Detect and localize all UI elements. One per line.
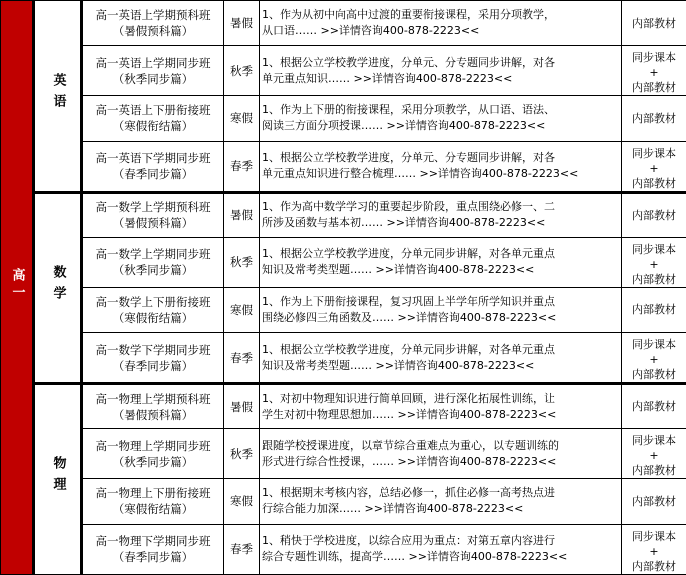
description-cell [260, 96, 622, 141]
description-line: 从口语…… >>详情咨询400-878-2223<< [262, 23, 619, 39]
course-name-line: 高一英语上学期预科班 [83, 7, 223, 23]
material-line: + [622, 352, 686, 367]
description-cell [260, 479, 622, 524]
course-name-line: 高一物理下学期同步班 [83, 533, 223, 549]
table-row [1, 333, 686, 384]
material-line: 内部教材 [622, 80, 686, 95]
description-line: 1、根据公立学校教学进度，分单元同步讲解，对各单元重点 [262, 342, 619, 358]
season-cell: 寒假 [224, 287, 260, 332]
course-name-cell [82, 479, 224, 524]
description-cell [260, 192, 622, 237]
material-line: + [622, 544, 686, 559]
course-name-line: （春季同步篇） [83, 549, 223, 565]
description-line: 1、稍快于学校进度，以综合应用为重点：对第五章内容进行 [262, 533, 619, 549]
course-name-line: 高一英语下学期同步班 [83, 150, 223, 166]
description-cell [260, 384, 622, 429]
description-cell [260, 524, 622, 574]
season-cell: 秋季 [224, 46, 260, 96]
description-line: 1、作为从初中向高中过渡的重要衔接课程，采用分项教学， [262, 7, 619, 23]
subject-label: 数学 [46, 265, 70, 307]
season-cell: 秋季 [224, 237, 260, 287]
description-line: 跟随学校授课进度，以章节综合重难点为重心，以专题训练的 [262, 438, 619, 454]
course-name-line: 高一数学上下册衔接班 [83, 294, 223, 310]
course-name-line: （暑假预科篇） [83, 407, 223, 423]
season-cell: 春季 [224, 524, 260, 574]
material-line: + [622, 65, 686, 80]
material-cell [622, 287, 686, 332]
description-line: 1、对初中物理知识进行简单回顾，进行深化拓展性训练，让 [262, 391, 619, 407]
course-name-line: 高一英语上下册衔接班 [83, 102, 223, 118]
course-name-line: （暑假预科篇） [83, 215, 223, 231]
course-name-cell [82, 237, 224, 287]
subject-cell [34, 192, 82, 384]
description-cell [260, 237, 622, 287]
material-cell [622, 333, 686, 384]
material-line: 同步课本 [622, 529, 686, 544]
subject-cell [34, 1, 82, 193]
material-cell [622, 96, 686, 141]
description-cell [260, 141, 622, 192]
course-name-line: 高一数学上学期同步班 [83, 246, 223, 262]
description-line: 1、作为上下册衔接课程，复习巩固上半学年所学知识并重点 [262, 294, 619, 310]
grade-label: 高一 [8, 268, 26, 302]
material-line: 同步课本 [622, 146, 686, 161]
description-line: 单元重点知识…… >>详情咨询400-878-2223<< [262, 71, 619, 87]
material-cell [622, 237, 686, 287]
season-cell: 春季 [224, 333, 260, 384]
course-name-line: （暑假预科篇） [83, 23, 223, 39]
table-row [1, 96, 686, 141]
season-cell: 秋季 [224, 429, 260, 479]
season-cell: 寒假 [224, 479, 260, 524]
material-cell [622, 479, 686, 524]
course-name-line: （秋季同步篇） [83, 454, 223, 470]
material-line: 内部教材 [622, 272, 686, 287]
material-line: 内部教材 [622, 16, 686, 31]
course-name-line: 高一物理上下册衔接班 [83, 485, 223, 501]
description-line: 1、作为高中数学学习的重要起步阶段，重点围绕必修一、二 [262, 199, 619, 215]
material-cell [622, 46, 686, 96]
course-name-cell [82, 287, 224, 332]
table-row [1, 192, 686, 237]
description-line: 1、根据公立学校教学进度，分单元同步讲解，对各单元重点 [262, 246, 619, 262]
description-line: 所涉及函数与基本初…… >>详情咨询400-878-2223<< [262, 215, 619, 231]
table-row [1, 46, 686, 96]
course-name-line: （春季同步篇） [83, 358, 223, 374]
material-line: + [622, 161, 686, 176]
table-row [1, 384, 686, 429]
table-row [1, 141, 686, 192]
table-row [1, 287, 686, 332]
material-line: 同步课本 [622, 242, 686, 257]
season-cell: 暑假 [224, 1, 260, 46]
course-name-line: 高一物理上学期同步班 [83, 438, 223, 454]
material-line: 同步课本 [622, 337, 686, 352]
material-cell [622, 384, 686, 429]
description-line: 行综合能力加深…… >>详情咨询400-878-2223<< [262, 501, 619, 517]
material-cell [622, 1, 686, 46]
table-row [1, 429, 686, 479]
course-name-cell [82, 192, 224, 237]
material-line: 同步课本 [622, 50, 686, 65]
material-line: 同步课本 [622, 433, 686, 448]
course-name-cell [82, 384, 224, 429]
description-line: 1、作为上下册的衔接课程，采用分项教学，从口语、语法、 [262, 102, 619, 118]
table-row [1, 1, 686, 46]
table-row [1, 524, 686, 574]
material-line: 内部教材 [622, 399, 686, 414]
material-line: 内部教材 [622, 111, 686, 126]
description-line: 形式进行综合性授课，…… >>详情咨询400-878-2223<< [262, 454, 619, 470]
course-name-cell [82, 524, 224, 574]
material-line: 内部教材 [622, 463, 686, 478]
course-name-line: 高一数学上学期预科班 [83, 199, 223, 215]
course-name-cell [82, 96, 224, 141]
course-name-cell [82, 141, 224, 192]
season-cell: 暑假 [224, 384, 260, 429]
material-cell [622, 429, 686, 479]
course-name-cell [82, 46, 224, 96]
description-line: 1、根据公立学校教学进度，分单元、分专题同步讲解，对各 [262, 150, 619, 166]
material-line: + [622, 448, 686, 463]
description-cell [260, 333, 622, 384]
description-line: 阅读三方面分项授课…… >>详情咨询400-878-2223<< [262, 118, 619, 134]
description-line: 围绕必修四三角函数及…… >>详情咨询400-878-2223<< [262, 310, 619, 326]
material-line: 内部教材 [622, 494, 686, 509]
table-row [1, 237, 686, 287]
description-cell [260, 1, 622, 46]
material-cell [622, 524, 686, 574]
season-cell: 春季 [224, 141, 260, 192]
material-line: 内部教材 [622, 302, 686, 317]
course-name-line: （秋季同步篇） [83, 262, 223, 278]
course-name-line: （秋季同步篇） [83, 71, 223, 87]
course-name-cell [82, 429, 224, 479]
grade-cell [1, 1, 34, 575]
course-name-line: 高一英语上学期同步班 [83, 55, 223, 71]
description-cell [260, 287, 622, 332]
subject-label: 英语 [46, 73, 70, 115]
course-name-line: 高一数学下学期同步班 [83, 342, 223, 358]
course-name-line: （寒假衔结篇） [83, 501, 223, 517]
description-line: 学生对初中物理思想加…… >>详情咨询400-878-2223<< [262, 407, 619, 423]
description-line: 1、根据期末考核内容，总结必修一，抓住必修一高考热点进 [262, 485, 619, 501]
description-line: 单元重点知识进行整合梳理…… >>详情咨询400-878-2223<< [262, 166, 619, 182]
material-cell [622, 141, 686, 192]
description-cell [260, 429, 622, 479]
material-line: 内部教材 [622, 208, 686, 223]
material-line: 内部教材 [622, 367, 686, 382]
season-cell: 暑假 [224, 192, 260, 237]
course-name-line: （春季同步篇） [83, 166, 223, 182]
material-line: 内部教材 [622, 176, 686, 191]
description-line: 综合专题性训练，提高学…… >>详情咨询400-878-2223<< [262, 549, 619, 565]
subject-cell [34, 384, 82, 575]
course-name-cell [82, 1, 224, 46]
description-line: 知识及常考类型题…… >>详情咨询400-878-2223<< [262, 358, 619, 374]
course-name-cell [82, 333, 224, 384]
course-name-line: （寒假衔结篇） [83, 118, 223, 134]
material-line: + [622, 257, 686, 272]
subject-label: 物理 [46, 456, 70, 498]
description-cell [260, 46, 622, 96]
table-body [1, 1, 686, 575]
course-name-line: 高一物理上学期预科班 [83, 391, 223, 407]
course-name-line: （寒假衔结篇） [83, 310, 223, 326]
description-line: 1、根据公立学校教学进度，分单元、分专题同步讲解，对各 [262, 55, 619, 71]
material-line: 内部教材 [622, 559, 686, 574]
description-line: 知识及常考类型题…… >>详情咨询400-878-2223<< [262, 262, 619, 278]
table-row [1, 479, 686, 524]
season-cell: 寒假 [224, 96, 260, 141]
material-cell [622, 192, 686, 237]
